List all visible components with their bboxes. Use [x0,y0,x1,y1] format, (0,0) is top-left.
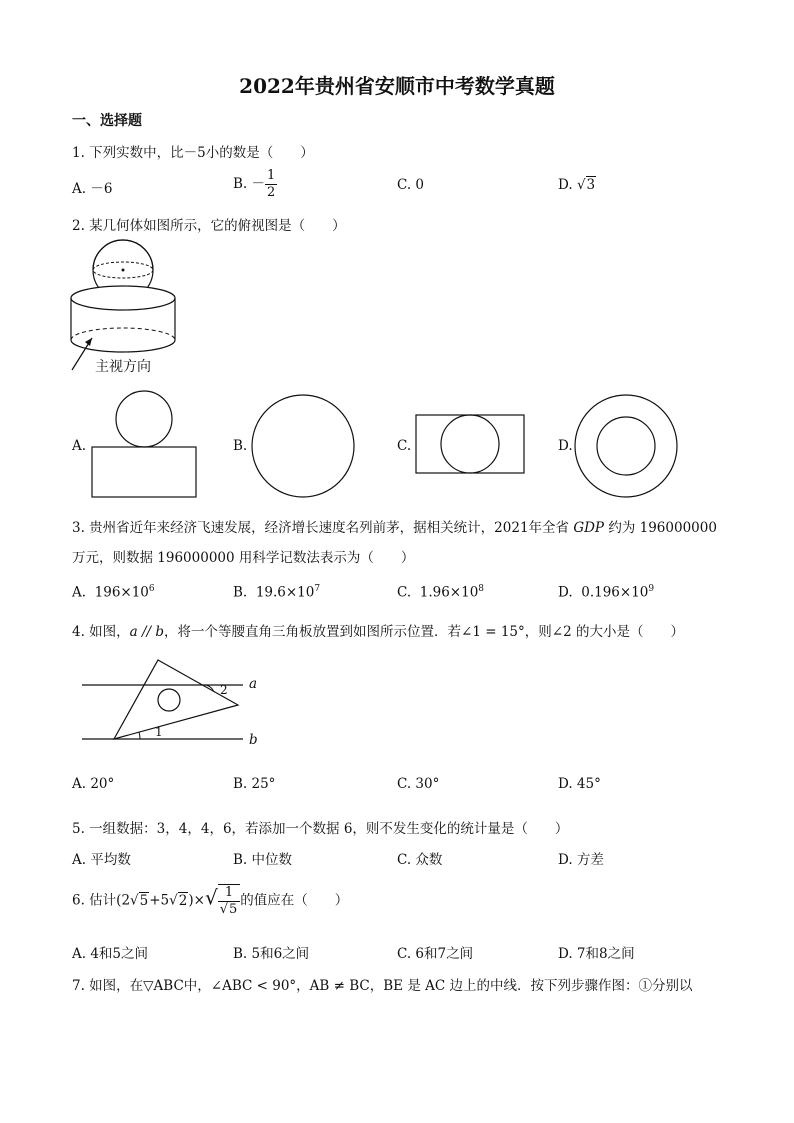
q3-stem-part1: 3. 贵州省近年来经济飞速发展，经济增长速度名列前茅，据相关统计，2021年全省 [72,520,570,536]
q6-radicand-2: 2 [178,892,188,909]
q4-option-b: B. 25° [233,776,276,792]
q3-option-c-exp: 8 [478,584,485,594]
q6-fraction-numerator: 1 [218,885,241,902]
q6-option-d: D. 7和8之间 [558,946,635,962]
q4-label-2: 2 [220,683,228,697]
q5-option-a: A. 平均数 [72,852,131,868]
q4-option-c: C. 30° [397,776,440,792]
q1-option-c: C. 0 [397,177,425,193]
q3-option-b-exp: 7 [314,584,321,594]
q3-gdp: GDP [573,520,605,536]
q6-expr-open: (2 [116,892,131,909]
q4-parallel: a // b [129,624,165,640]
q3-option-d-exp: 9 [648,584,655,594]
q4-stem-part2: ，将一个等腰直角三角板放置到如图所示位置．若∠1 = 15°，则∠2 的大小是（ ） [164,624,684,640]
q6-radicand-1: 5 [139,892,149,909]
q7-stem: 7. 如图，在▽ABC中，∠ABC < 90°，AB ≠ BC，BE 是 AC 边上的中线．按下列步骤作图：①分别以 [72,978,693,994]
q1-option-a: A. －6 [72,181,113,197]
q6-fraction-radicand: 5 [228,902,238,917]
q1-option-d-radicand: 3 [586,177,596,193]
q5-option-c: C. 众数 [397,852,443,868]
q2-view-label: 主视方向 [95,359,151,375]
q3-option-a-base: 196×10 [94,584,149,601]
q4-label-1: 1 [155,725,163,739]
q2-option-d: D. [558,438,573,454]
q4-label-a: a [249,676,258,692]
q3-option-a-exp: 6 [148,584,155,594]
q3-option-d-base: 0.196×10 [581,584,649,601]
q1-stem: 1. 下列实数中，比－5小的数是（ ） [72,145,314,161]
q5-option-d: D. 方差 [558,852,604,868]
q6-stem-part2: 的值应在（ ） [240,892,349,909]
q5-stem: 5. 一组数据：3，4，4，6，若添加一个数据 6，则不发生变化的统计量是（ ） [72,821,569,837]
q4-stem-part1: 4. 如图， [72,624,130,640]
q2-option-c: C. [397,438,412,454]
section-heading: 一、选择题 [72,113,142,129]
q3-stem-line2: 万元，则数据 196000000 用科学记数法表示为（ ） [72,550,415,566]
q6-fraction [218,884,241,918]
q2-option-b: B. [233,438,248,454]
q1-option-b-numerator: 1 [267,168,276,183]
q6-option-c: C. 6和7之间 [397,946,474,962]
q1-option-b-prefix: B. － [233,176,266,192]
page-title: 2022年贵州省安顺市中考数学真题 [239,74,555,98]
q3-option-a-label: A. [72,584,87,601]
q6-stem: 6. 估计(2√5+5√2)×√ $\frac{1}{√5}$ 的值应在（ ） [72,885,349,917]
q4-triangle [114,660,238,739]
q4-triangle-hole [158,689,180,711]
q3-option-d-label: D. [558,584,573,601]
q6-option-a: A. 4和5之间 [72,946,149,962]
q1-option-d: D. √3 [558,177,596,193]
q4-label-b: b [249,732,258,748]
q4-angle1-arc [139,732,140,739]
q6-expr-close: )× [188,892,205,909]
q6-stem-part1: 6. 估计 [72,892,117,909]
q4-option-d: D. 45° [558,776,601,792]
q1-option-b-denominator: 2 [267,185,276,200]
q3-stem-part2: 约为 196000000 [608,520,717,536]
q4-option-a: A. 20° [72,776,115,792]
q3-option-c-label: C. [397,584,412,601]
q6-expr-plus: +5 [149,892,170,909]
q2-stem: 2. 某几何体如图所示，它的俯视图是（ ） [72,218,346,234]
q3-option-b-label: B. [233,584,248,601]
q2-option-a: A. [72,438,87,454]
q3-option-c-base: 1.96×10 [419,584,479,601]
q6-option-b: B. 5和6之间 [233,946,310,962]
q1-option-d-prefix: D. [558,177,577,193]
q3-option-b-base: 19.6×10 [255,584,315,601]
q5-option-b: B. 中位数 [233,852,293,868]
q6-fraction-denominator: √5 [219,902,238,917]
